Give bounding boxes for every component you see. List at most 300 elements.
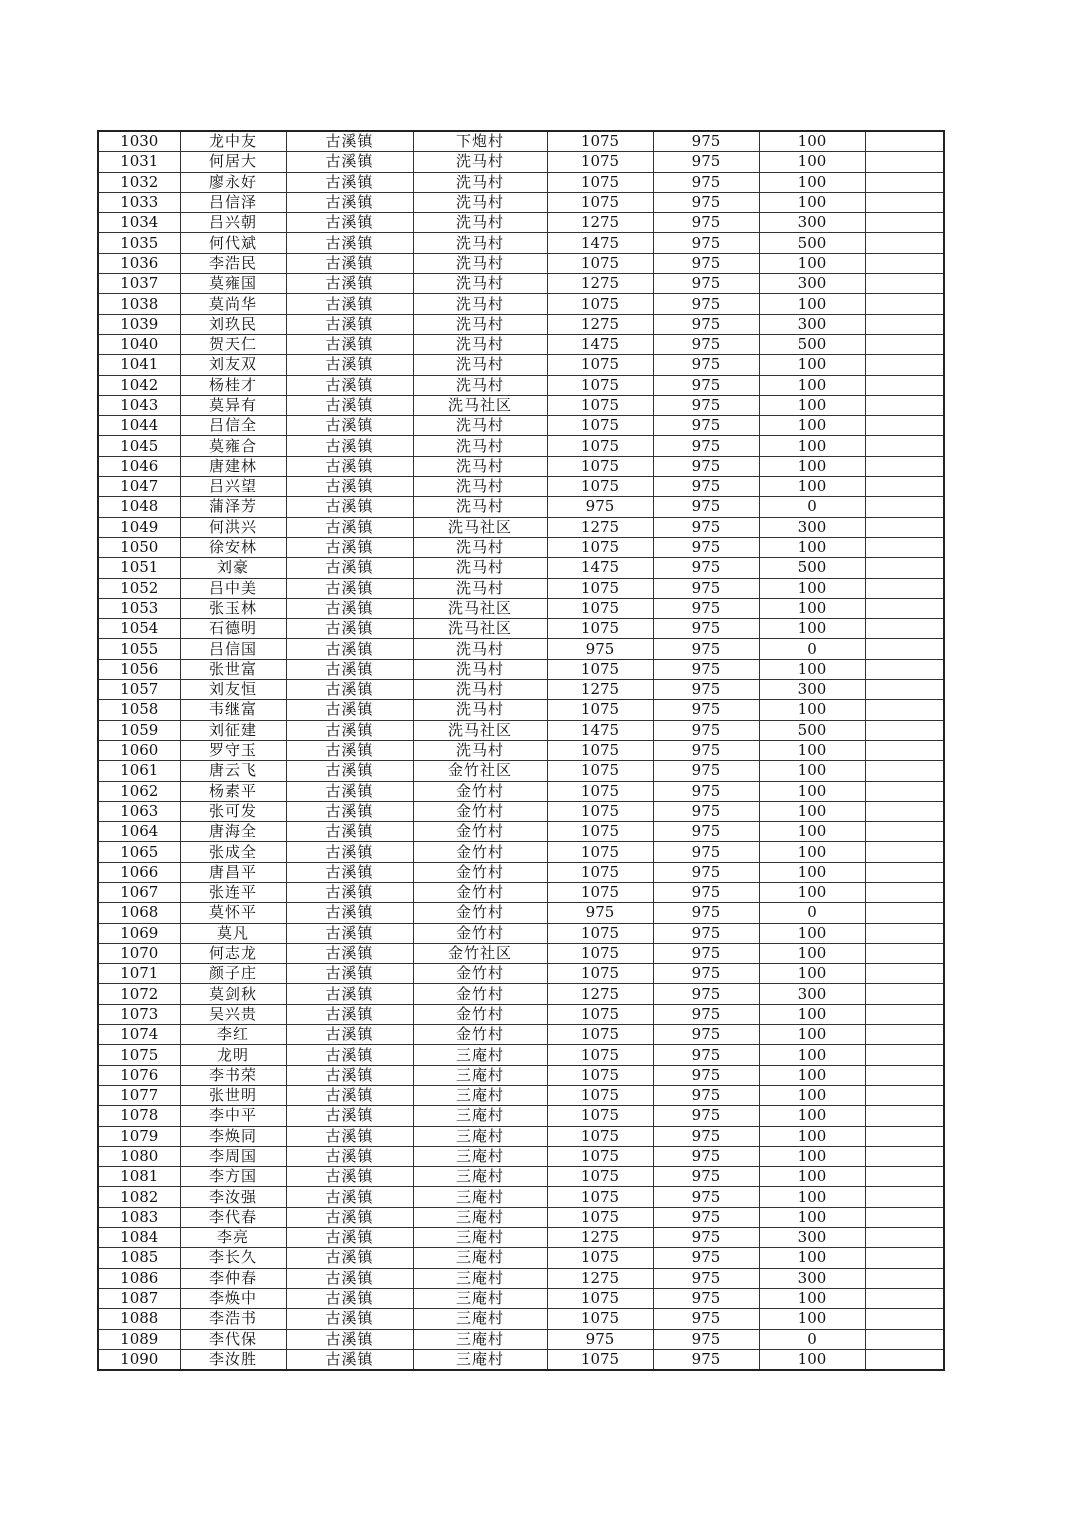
village-cell: 三庵村 (413, 1085, 547, 1105)
amount-a-cell: 1275 (547, 984, 653, 1004)
row-index-cell: 1044 (98, 416, 180, 436)
amount-a-cell: 1075 (547, 1004, 653, 1024)
table-row (98, 984, 944, 1004)
difference-cell: 100 (759, 192, 865, 212)
amount-b-cell: 975 (653, 1167, 759, 1187)
amount-a-cell: 1075 (547, 1085, 653, 1105)
row-index-cell: 1077 (98, 1085, 180, 1105)
remark-cell (865, 1268, 944, 1288)
difference-cell: 100 (759, 1207, 865, 1227)
amount-a-cell: 975 (547, 639, 653, 659)
difference-cell: 100 (759, 131, 865, 152)
name-cell: 吕信泽 (180, 192, 286, 212)
difference-cell: 100 (759, 822, 865, 842)
difference-cell: 100 (759, 619, 865, 639)
town-cell: 古溪镇 (286, 395, 413, 415)
name-cell: 莫异有 (180, 395, 286, 415)
town-cell: 古溪镇 (286, 334, 413, 354)
amount-a-cell: 1075 (547, 1106, 653, 1126)
amount-a-cell: 1075 (547, 1167, 653, 1187)
row-index-cell: 1060 (98, 740, 180, 760)
village-cell: 金竹村 (413, 862, 547, 882)
village-cell: 洗马社区 (413, 619, 547, 639)
table-row (98, 680, 944, 700)
remark-cell (865, 1187, 944, 1207)
amount-a-cell: 1075 (547, 1025, 653, 1045)
name-cell: 颜子庄 (180, 964, 286, 984)
row-index-cell: 1078 (98, 1106, 180, 1126)
table-row (98, 781, 944, 801)
amount-a-cell: 1075 (547, 822, 653, 842)
row-index-cell: 1057 (98, 680, 180, 700)
remark-cell (865, 923, 944, 943)
village-cell: 洗马村 (413, 294, 547, 314)
name-cell: 莫尚华 (180, 294, 286, 314)
difference-cell: 100 (759, 477, 865, 497)
name-cell: 吕兴望 (180, 477, 286, 497)
town-cell: 古溪镇 (286, 314, 413, 334)
table-row (98, 213, 944, 233)
difference-cell: 100 (759, 801, 865, 821)
row-index-cell: 1082 (98, 1187, 180, 1207)
amount-a-cell: 1075 (547, 1288, 653, 1308)
amount-b-cell: 975 (653, 1207, 759, 1227)
table-row (98, 720, 944, 740)
remark-cell (865, 619, 944, 639)
town-cell: 古溪镇 (286, 842, 413, 862)
remark-cell (865, 558, 944, 578)
remark-cell (865, 578, 944, 598)
difference-cell: 100 (759, 1045, 865, 1065)
table-body (98, 131, 944, 1370)
row-index-cell: 1034 (98, 213, 180, 233)
amount-b-cell: 975 (653, 314, 759, 334)
remark-cell (865, 456, 944, 476)
table-row (98, 1065, 944, 1085)
amount-b-cell: 975 (653, 558, 759, 578)
town-cell: 古溪镇 (286, 1187, 413, 1207)
town-cell: 古溪镇 (286, 497, 413, 517)
difference-cell: 100 (759, 578, 865, 598)
remark-cell (865, 233, 944, 253)
amount-b-cell: 975 (653, 213, 759, 233)
remark-cell (865, 1167, 944, 1187)
village-cell: 洗马村 (413, 477, 547, 497)
town-cell: 古溪镇 (286, 1146, 413, 1166)
remark-cell (865, 984, 944, 1004)
amount-b-cell: 975 (653, 152, 759, 172)
town-cell: 古溪镇 (286, 822, 413, 842)
town-cell: 古溪镇 (286, 213, 413, 233)
difference-cell: 100 (759, 1025, 865, 1045)
name-cell: 吴兴贵 (180, 1004, 286, 1024)
town-cell: 古溪镇 (286, 1228, 413, 1248)
difference-cell: 0 (759, 903, 865, 923)
amount-a-cell: 1275 (547, 680, 653, 700)
remark-cell (865, 294, 944, 314)
difference-cell: 100 (759, 842, 865, 862)
row-index-cell: 1065 (98, 842, 180, 862)
amount-a-cell: 1075 (547, 152, 653, 172)
row-index-cell: 1061 (98, 761, 180, 781)
amount-b-cell: 975 (653, 192, 759, 212)
amount-b-cell: 975 (653, 497, 759, 517)
name-cell: 莫剑秋 (180, 984, 286, 1004)
row-index-cell: 1062 (98, 781, 180, 801)
table-row (98, 1126, 944, 1146)
town-cell: 古溪镇 (286, 578, 413, 598)
row-index-cell: 1056 (98, 659, 180, 679)
town-cell: 古溪镇 (286, 598, 413, 618)
table-row (98, 578, 944, 598)
town-cell: 古溪镇 (286, 720, 413, 740)
village-cell: 洗马村 (413, 152, 547, 172)
row-index-cell: 1081 (98, 1167, 180, 1187)
name-cell: 张可发 (180, 801, 286, 821)
difference-cell: 100 (759, 943, 865, 963)
remark-cell (865, 598, 944, 618)
remark-cell (865, 314, 944, 334)
village-cell: 金竹村 (413, 903, 547, 923)
name-cell: 刘友双 (180, 355, 286, 375)
row-index-cell: 1037 (98, 274, 180, 294)
difference-cell: 100 (759, 456, 865, 476)
remark-cell (865, 740, 944, 760)
name-cell: 廖永好 (180, 172, 286, 192)
table-row (98, 1309, 944, 1329)
village-cell: 下炮村 (413, 131, 547, 152)
village-cell: 洗马社区 (413, 598, 547, 618)
table-row (98, 923, 944, 943)
village-cell: 洗马村 (413, 456, 547, 476)
name-cell: 刘友恒 (180, 680, 286, 700)
amount-a-cell: 1075 (547, 192, 653, 212)
name-cell: 吕信全 (180, 416, 286, 436)
difference-cell: 0 (759, 639, 865, 659)
row-index-cell: 1039 (98, 314, 180, 334)
village-cell: 洗马村 (413, 274, 547, 294)
remark-cell (865, 517, 944, 537)
village-cell: 三庵村 (413, 1349, 547, 1370)
name-cell: 刘豪 (180, 558, 286, 578)
amount-a-cell: 1475 (547, 558, 653, 578)
amount-a-cell: 1275 (547, 314, 653, 334)
row-index-cell: 1069 (98, 923, 180, 943)
amount-a-cell: 1075 (547, 131, 653, 152)
table-row (98, 355, 944, 375)
amount-b-cell: 975 (653, 1309, 759, 1329)
difference-cell: 100 (759, 253, 865, 273)
town-cell: 古溪镇 (286, 152, 413, 172)
row-index-cell: 1086 (98, 1268, 180, 1288)
town-cell: 古溪镇 (286, 558, 413, 578)
village-cell: 金竹村 (413, 842, 547, 862)
amount-a-cell: 1075 (547, 964, 653, 984)
town-cell: 古溪镇 (286, 903, 413, 923)
village-cell: 三庵村 (413, 1126, 547, 1146)
village-cell: 洗马村 (413, 314, 547, 334)
town-cell: 古溪镇 (286, 131, 413, 152)
name-cell: 莫雍合 (180, 436, 286, 456)
remark-cell (865, 152, 944, 172)
row-index-cell: 1064 (98, 822, 180, 842)
village-cell: 洗马村 (413, 497, 547, 517)
amount-a-cell: 1075 (547, 943, 653, 963)
difference-cell: 100 (759, 1085, 865, 1105)
name-cell: 贺天仁 (180, 334, 286, 354)
remark-cell (865, 1126, 944, 1146)
name-cell: 唐海全 (180, 822, 286, 842)
table-row (98, 172, 944, 192)
amount-a-cell: 1075 (547, 172, 653, 192)
town-cell: 古溪镇 (286, 1207, 413, 1227)
amount-a-cell: 1275 (547, 213, 653, 233)
remark-cell (865, 903, 944, 923)
table-row (98, 152, 944, 172)
difference-cell: 100 (759, 761, 865, 781)
difference-cell: 100 (759, 740, 865, 760)
table-row (98, 1248, 944, 1268)
row-index-cell: 1066 (98, 862, 180, 882)
name-cell: 唐云飞 (180, 761, 286, 781)
table-row (98, 416, 944, 436)
amount-b-cell: 975 (653, 395, 759, 415)
remark-cell (865, 720, 944, 740)
difference-cell: 100 (759, 1248, 865, 1268)
amount-a-cell: 1075 (547, 801, 653, 821)
remark-cell (865, 375, 944, 395)
remark-cell (865, 822, 944, 842)
name-cell: 刘玖民 (180, 314, 286, 334)
row-index-cell: 1033 (98, 192, 180, 212)
amount-b-cell: 975 (653, 923, 759, 943)
table-row (98, 375, 944, 395)
town-cell: 古溪镇 (286, 1309, 413, 1329)
amount-b-cell: 975 (653, 943, 759, 963)
row-index-cell: 1041 (98, 355, 180, 375)
row-index-cell: 1035 (98, 233, 180, 253)
town-cell: 古溪镇 (286, 253, 413, 273)
amount-a-cell: 1075 (547, 700, 653, 720)
village-cell: 三庵村 (413, 1167, 547, 1187)
table-row (98, 1167, 944, 1187)
village-cell: 三庵村 (413, 1248, 547, 1268)
table-row (98, 1004, 944, 1024)
town-cell: 古溪镇 (286, 740, 413, 760)
table-row (98, 862, 944, 882)
amount-b-cell: 975 (653, 131, 759, 152)
amount-b-cell: 975 (653, 1106, 759, 1126)
table-row (98, 497, 944, 517)
table-row (98, 131, 944, 152)
amount-b-cell: 975 (653, 882, 759, 902)
row-index-cell: 1053 (98, 598, 180, 618)
remark-cell (865, 497, 944, 517)
village-cell: 洗马村 (413, 416, 547, 436)
town-cell: 古溪镇 (286, 1288, 413, 1308)
name-cell: 李汝胜 (180, 1349, 286, 1370)
name-cell: 吕信国 (180, 639, 286, 659)
name-cell: 李代保 (180, 1329, 286, 1349)
amount-b-cell: 975 (653, 740, 759, 760)
difference-cell: 100 (759, 1187, 865, 1207)
amount-b-cell: 975 (653, 1025, 759, 1045)
town-cell: 古溪镇 (286, 416, 413, 436)
name-cell: 唐建林 (180, 456, 286, 476)
town-cell: 古溪镇 (286, 1065, 413, 1085)
amount-a-cell: 1275 (547, 1268, 653, 1288)
town-cell: 古溪镇 (286, 1004, 413, 1024)
remark-cell (865, 964, 944, 984)
amount-b-cell: 975 (653, 416, 759, 436)
difference-cell: 500 (759, 558, 865, 578)
difference-cell: 300 (759, 213, 865, 233)
name-cell: 唐昌平 (180, 862, 286, 882)
difference-cell: 300 (759, 1268, 865, 1288)
town-cell: 古溪镇 (286, 943, 413, 963)
remark-cell (865, 781, 944, 801)
difference-cell: 300 (759, 274, 865, 294)
remark-cell (865, 882, 944, 902)
difference-cell: 100 (759, 1167, 865, 1187)
amount-b-cell: 975 (653, 1329, 759, 1349)
name-cell: 龙明 (180, 1045, 286, 1065)
name-cell: 蒲泽芳 (180, 497, 286, 517)
row-index-cell: 1063 (98, 801, 180, 821)
row-index-cell: 1083 (98, 1207, 180, 1227)
row-index-cell: 1070 (98, 943, 180, 963)
row-index-cell: 1071 (98, 964, 180, 984)
town-cell: 古溪镇 (286, 1268, 413, 1288)
row-index-cell: 1047 (98, 477, 180, 497)
table-row (98, 537, 944, 557)
town-cell: 古溪镇 (286, 1349, 413, 1370)
difference-cell: 100 (759, 700, 865, 720)
difference-cell: 100 (759, 395, 865, 415)
name-cell: 李汝强 (180, 1187, 286, 1207)
data-table (97, 130, 945, 1371)
village-cell: 金竹村 (413, 1025, 547, 1045)
amount-a-cell: 975 (547, 1329, 653, 1349)
amount-b-cell: 975 (653, 984, 759, 1004)
table-row (98, 1146, 944, 1166)
village-cell: 三庵村 (413, 1146, 547, 1166)
remark-cell (865, 395, 944, 415)
amount-b-cell: 975 (653, 1248, 759, 1268)
amount-b-cell: 975 (653, 842, 759, 862)
row-index-cell: 1084 (98, 1228, 180, 1248)
difference-cell: 100 (759, 1004, 865, 1024)
town-cell: 古溪镇 (286, 801, 413, 821)
remark-cell (865, 537, 944, 557)
difference-cell: 300 (759, 517, 865, 537)
remark-cell (865, 477, 944, 497)
amount-a-cell: 1075 (547, 659, 653, 679)
row-index-cell: 1038 (98, 294, 180, 314)
village-cell: 金竹村 (413, 964, 547, 984)
remark-cell (865, 862, 944, 882)
remark-cell (865, 761, 944, 781)
name-cell: 何居大 (180, 152, 286, 172)
amount-b-cell: 975 (653, 436, 759, 456)
village-cell: 洗马村 (413, 740, 547, 760)
town-cell: 古溪镇 (286, 781, 413, 801)
amount-a-cell: 975 (547, 903, 653, 923)
remark-cell (865, 274, 944, 294)
remark-cell (865, 801, 944, 821)
village-cell: 洗马村 (413, 233, 547, 253)
town-cell: 古溪镇 (286, 984, 413, 1004)
town-cell: 古溪镇 (286, 294, 413, 314)
row-index-cell: 1045 (98, 436, 180, 456)
row-index-cell: 1076 (98, 1065, 180, 1085)
difference-cell: 100 (759, 355, 865, 375)
remark-cell (865, 1248, 944, 1268)
amount-b-cell: 975 (653, 862, 759, 882)
difference-cell: 100 (759, 1146, 865, 1166)
table-row (98, 314, 944, 334)
table-row (98, 1228, 944, 1248)
amount-b-cell: 975 (653, 903, 759, 923)
name-cell: 李长久 (180, 1248, 286, 1268)
amount-a-cell: 1075 (547, 1146, 653, 1166)
table-row (98, 1268, 944, 1288)
remark-cell (865, 1146, 944, 1166)
village-cell: 金竹村 (413, 801, 547, 821)
name-cell: 李方国 (180, 1167, 286, 1187)
remark-cell (865, 680, 944, 700)
row-index-cell: 1085 (98, 1248, 180, 1268)
remark-cell (865, 1288, 944, 1308)
amount-a-cell: 1075 (547, 578, 653, 598)
town-cell: 古溪镇 (286, 680, 413, 700)
amount-a-cell: 1075 (547, 355, 653, 375)
village-cell: 洗马村 (413, 172, 547, 192)
remark-cell (865, 1207, 944, 1227)
amount-b-cell: 975 (653, 761, 759, 781)
row-index-cell: 1079 (98, 1126, 180, 1146)
remark-cell (865, 1045, 944, 1065)
amount-b-cell: 975 (653, 233, 759, 253)
amount-a-cell: 1075 (547, 740, 653, 760)
amount-a-cell: 975 (547, 497, 653, 517)
row-index-cell: 1055 (98, 639, 180, 659)
amount-a-cell: 1075 (547, 436, 653, 456)
difference-cell: 100 (759, 1288, 865, 1308)
amount-a-cell: 1075 (547, 1187, 653, 1207)
name-cell: 石德明 (180, 619, 286, 639)
table-row (98, 882, 944, 902)
remark-cell (865, 943, 944, 963)
table-row (98, 274, 944, 294)
amount-b-cell: 975 (653, 1004, 759, 1024)
row-index-cell: 1073 (98, 1004, 180, 1024)
table-row (98, 1349, 944, 1370)
amount-a-cell: 1075 (547, 477, 653, 497)
amount-a-cell: 1075 (547, 882, 653, 902)
village-cell: 洗马村 (413, 537, 547, 557)
amount-b-cell: 975 (653, 375, 759, 395)
village-cell: 金竹社区 (413, 943, 547, 963)
remark-cell (865, 192, 944, 212)
town-cell: 古溪镇 (286, 862, 413, 882)
table-row (98, 659, 944, 679)
row-index-cell: 1040 (98, 334, 180, 354)
village-cell: 洗马村 (413, 680, 547, 700)
village-cell: 三庵村 (413, 1207, 547, 1227)
table-row (98, 1085, 944, 1105)
village-cell: 三庵村 (413, 1228, 547, 1248)
